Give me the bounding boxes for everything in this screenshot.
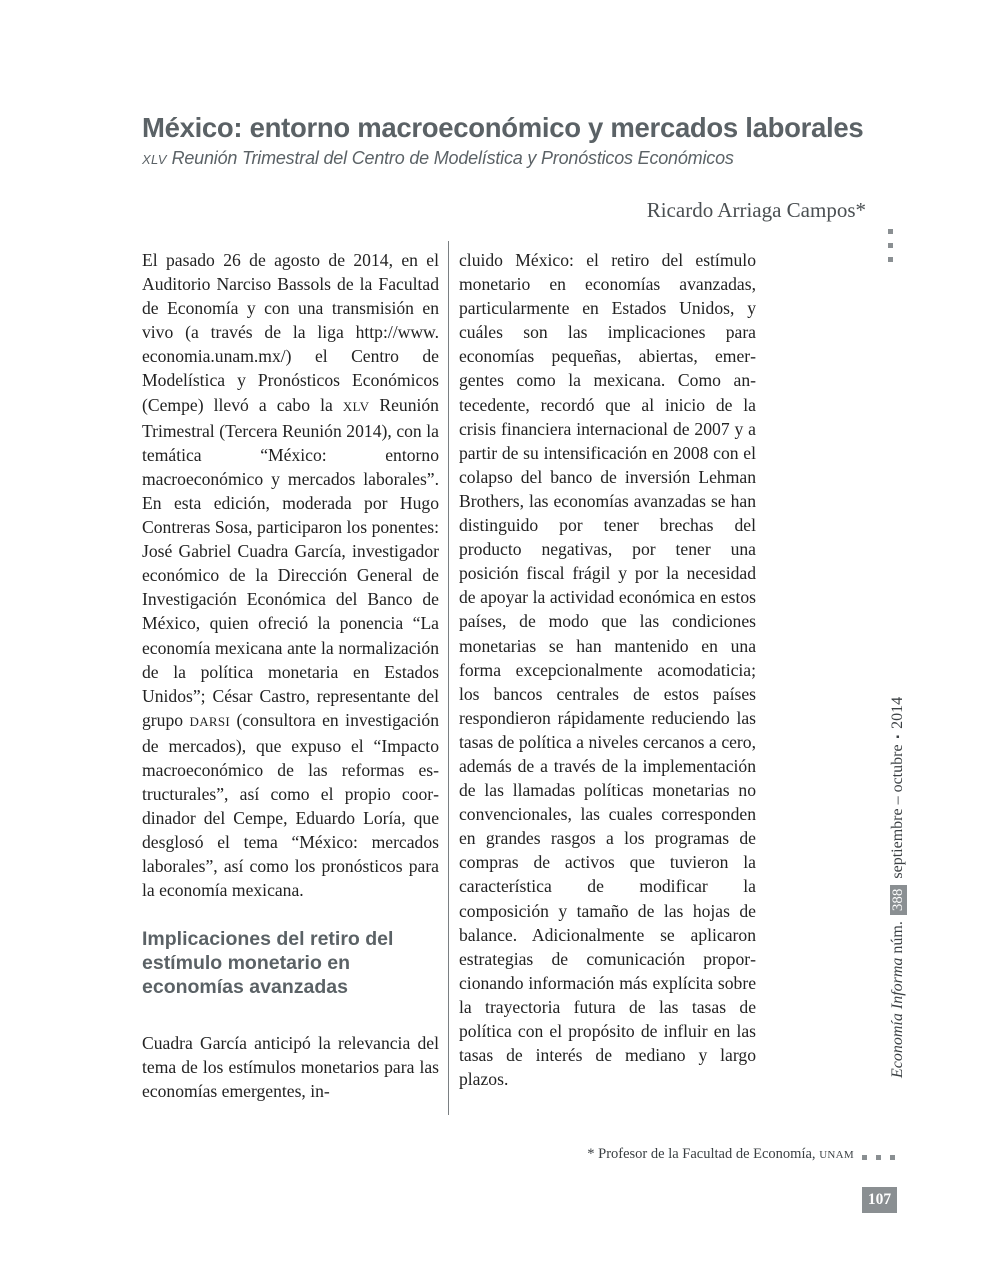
decorative-dots-horizontal [862,1155,904,1160]
intro-paragraph [142,248,439,903]
dot-icon [888,243,893,248]
dot-icon [862,1155,867,1160]
roman-numeral-xlv: XLV [342,398,370,414]
journal-name: Economía Informa [889,957,906,1078]
text-column-left [142,248,439,1103]
dot-icon [876,1155,881,1160]
issue-label: núm. [889,921,906,954]
dot-icon [888,257,893,262]
issue-year: 2014 [889,696,906,729]
column-divider [448,241,449,1115]
article-title: México: entorno macroeconómico y mercados laborales [142,112,864,143]
intro-text-part2: Reunión Trimestral (Tercera Reunión 2014), con la temática “México: entorno macroeconómico y mercados laborales”. En esta edición, moderada por Hugo Contreras Sosa, participaron los ponentes: José Gabriel Cuadra García, investigador económico de la Dirección General de Investigación Económica del Banco de México, quien ofreció la ponencia “La economía mexicana ante la normalización de la política monetaria en Estados Unidos”; César Castro, representante del grupo [142,394,439,730]
article-subtitle [142,148,882,169]
dot-icon [888,229,893,234]
decorative-dots-vertical [888,229,896,271]
author-name: Ricardo Arriaga Campos* [646,198,866,222]
subtitle-text: Reunión Trimestral del Centro de Modelística y Pronósticos Económicos [166,148,734,168]
section-paragraph: Cuadra García anticipó la relevancia del tema de los estímulos monetarios para las economías emergentes, in- [142,1032,439,1101]
footnote-text: * Profesor de la Facultad de Economía, [587,1146,820,1162]
continued-paragraph: cluido México: el retiro del estímulo monetario en economías avanzadas, particularmente en Estados Unidos, y cuáles son las implicaciones para economías pequeñas, abiertas, emergentes como la mexicana. Como antecedente, recordó que al inicio de la crisis financiera internacional de 2007 y a partir de su intensificación en 2008 con el colapso del banco de inversión Lehman Brothers, las economías avanzadas se han distinguido por tener brechas del producto negativas, por tener una posición fiscal frágil y por la necesidad de apoyar la actividad económica en estos países, de modo que las condiciones monetarias se han mantenido en una forma excepcionalmente acomodaticia; los bancos centrales de estos países respondieron rápidamente reduciendo las tasas de política a niveles cercanos a cero, además de a través de la implementación de las llamadas políticas monetarias no convencionales, las cuales corresponden en grandes rasgos a los programas de compras de activos que tuvieron la característica de modificar la composición y tamaño de las hojas de balance. Adicionalmente se aplicaron estrategias de comunicación proporcionando información más explícita sobre la trayectoria futura de las tasas de política con el propósito de influir en las tasas de interés de mediano y largo plazos. [459,250,756,1090]
separator-icon: ▪ [892,734,904,739]
intro-text-part1: El pasado 26 de agosto de 2014, en el Auditorio Narciso Bassols de la Facultad de Economía y con una transmisión en vivo (a través de la liga http://www.​economia.unam.mx/) el Centro de Modelística y Pronósticos Económicos (Cempe) llevó a cabo la [142,250,439,415]
issue-months: septiembre – octubre [889,744,906,879]
intro-text-part3: (consultora en investigación de mercados), que expuso el “Impacto macroeconómico de las reformas estructurales”, así como el propio coordinador del Cempe, Eduardo Loría, que desglosó el tema “México: mercados laborales”, así como los pronósticos para la economía mexicana. [142,709,439,901]
acronym-darsi: DARSI [189,713,231,729]
issue-number: 388 [890,885,907,916]
footnote-acronym: UNAM [819,1149,854,1161]
subtitle-roman-numeral: XLV [142,152,167,167]
dot-icon [890,1155,895,1160]
running-sidebar [887,658,909,1078]
author-footnote [587,1146,854,1163]
page-number: 107 [862,1187,897,1213]
section-heading: Implicaciones del retiro del estímulo monetario en economías avanzadas [142,927,394,998]
text-column-right [459,248,756,1091]
